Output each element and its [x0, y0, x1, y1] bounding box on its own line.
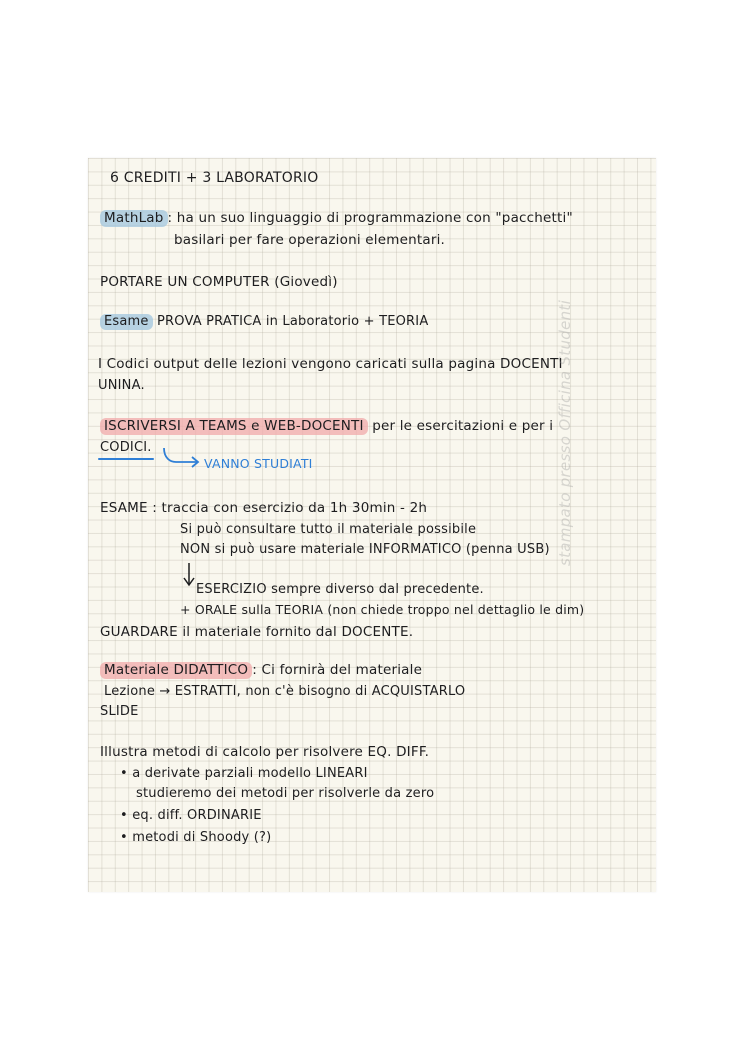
subscribe-line: [100, 418, 553, 434]
codes-line: I Codici output delle lezioni vengono caricati sulla pagina DOCENTI: [98, 356, 563, 372]
look-material-line: GUARDARE il materiale fornito dal DOCENTE.: [100, 624, 414, 640]
study-methods-line: studieremo dei metodi per risolverle da zero: [136, 786, 435, 801]
exercise-line: ESERCIZIO sempre diverso dal precedente.: [196, 582, 484, 597]
exam-line: [100, 314, 428, 329]
subscribe-text: per le esercitazioni e per i: [372, 418, 554, 434]
codes-underline: [98, 458, 154, 460]
blue-arrow-icon: [160, 446, 204, 468]
watermark: stampato presso Officina Studenti: [556, 299, 574, 566]
mathlab-line: [100, 210, 573, 226]
credits-line: 6 CREDITI + 3 LABORATORIO: [110, 170, 319, 186]
slide-line: SLIDE: [100, 704, 139, 719]
mathlab-highlight: MathLab: [100, 210, 168, 227]
ordinary-eq-item: • eq. diff. ORDINARIE: [120, 808, 262, 823]
no-digital-line: NON si può usare materiale INFORMATICO (penna USB): [180, 542, 550, 557]
codes-word: CODICI.: [100, 440, 152, 455]
subscribe-highlight: ISCRIVERSI A TEAMS e WEB-DOCENTI: [100, 418, 368, 435]
exam-highlight: Esame: [100, 314, 153, 330]
lesson-extracts-line: Lezione → ESTRATTI, non c'è bisogno di ACQUISTARLO: [104, 684, 466, 699]
teaching-material-line: [100, 662, 422, 678]
shoody-methods-item: • metodi di Shoody (?): [120, 830, 272, 845]
methods-line: Illustra metodi di calcolo per risolvere EQ. DIFF.: [100, 744, 430, 760]
down-arrow-icon: [182, 562, 196, 588]
bring-computer-line: PORTARE UN COMPUTER (Giovedì): [100, 274, 338, 290]
partial-derivatives-item: • a derivate parziali modello LINEARI: [120, 766, 368, 781]
mathlab-text: : ha un suo linguaggio di programmazione con "pacchetti": [167, 210, 573, 226]
must-study-line: VANNO STUDIATI: [204, 456, 313, 471]
teaching-material-highlight: Materiale DIDATTICO: [100, 662, 252, 679]
unina-line: UNINA.: [98, 378, 145, 393]
exam-text: PROVA PRATICA in Laboratorio + TEORIA: [156, 314, 429, 329]
mathlab-continuation: basilari per fare operazioni elementari.: [174, 232, 446, 248]
teaching-material-text: : Ci fornirà del materiale: [252, 662, 423, 678]
exam-details-line: ESAME : traccia con esercizio da 1h 30min - 2h: [100, 500, 428, 516]
consult-material-line: Si può consultare tutto il materiale possibile: [180, 522, 477, 537]
oral-line: + ORALE sulla TEORIA (non chiede troppo nel dettaglio le dim): [180, 602, 585, 617]
